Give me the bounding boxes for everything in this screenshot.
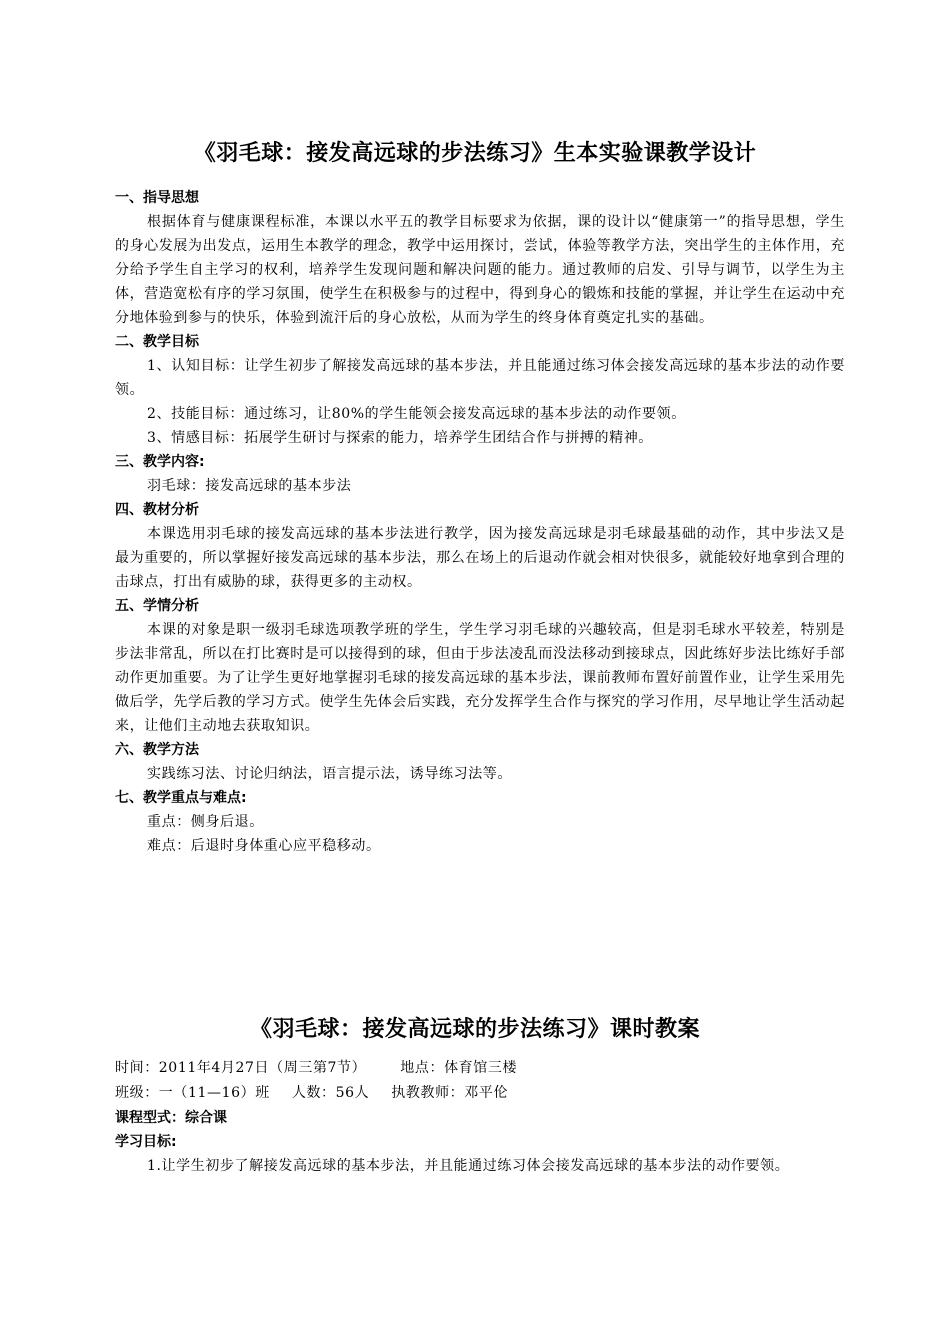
section-teaching-methods-heading: 六、教学方法 (115, 742, 199, 758)
section-guiding-ideology-heading: 一、指导思想 (115, 190, 199, 206)
section-teaching-content-heading: 三、教学内容: (115, 454, 205, 470)
lesson-count: 人数：56人 (291, 1085, 370, 1101)
section-teaching-goals-heading: 二、教学目标 (115, 334, 199, 350)
lesson-location: 地点：体育馆三楼 (400, 1060, 518, 1076)
guiding-ideology-text: 根据体育与健康课程标准，本课以水平五的教学目标要求为依据，课的设计以“健康第一”的指导思想，学生的身心发展为出发点，运用生本教学的理念，教学中运用探讨，尝试，体验等教学方法，突出学生的主体作用，充分给予学生自主学习的权利，培养学生发现问题和解决问题的能力。通过教师的启发、引导与调节，以学生为主体，营造宽松有序的学习氛围，使学生在积极参与的过程中，得到身心的锻炼和技能的掌握，并让学生在运动中充分地体验到参与的快乐，体验到流汗后的身心放松，从而为学生的终身体育奠定扎实的基础。 (115, 214, 845, 326)
teaching-content-text: 羽毛球：接发高远球的基本步法 (147, 478, 352, 494)
key-point-text: 重点：侧身后退。 (147, 814, 264, 830)
student-analysis-text: 本课的对象是职一级羽毛球选项教学班的学生，学生学习羽毛球的兴趣较高，但是羽毛球水平较差，特别是步法非常乱，所以在打比赛时是可以接得到的球，但由于步法凌乱而没法移动到接球点，因此练好步法比练好手部动作更加重要。为了让学生更好地掌握羽毛球的接发高远球的基本步法，课前教师布置好前置作业，让学生采用先做后学，先学后教的学习方式。使学生先体会后实践，充分发挥学生合作与探究的学习作用，尽早地让学生活动起来，让他们主动地去获取知识。 (115, 622, 845, 734)
lesson-plan-title: 《羽毛球：接发高远球的步法练习》课时教案 (249, 1017, 700, 1042)
course-type: 课程型式：综合课 (115, 1110, 227, 1126)
learning-goal-1: 1.让学生初步了解接发高远球的基本步法，并且能通过练习体会接发高远球的基本步法的动作要领。 (147, 1158, 790, 1174)
difficulty-text: 难点：后退时身体重心应平稳移动。 (147, 838, 381, 854)
class-info-line (115, 1081, 845, 1106)
lesson-plan-body (115, 1056, 845, 1178)
section-key-points-heading: 七、教学重点与难点: (115, 790, 247, 806)
goal-emotional: 3、情感目标：拓展学生研讨与探索的能力，培养学生团结合作与拼搏的精神。 (147, 430, 653, 446)
lesson-time: 时间：2011年4月27日（周三第7节） (115, 1060, 367, 1076)
design-body (115, 186, 845, 858)
section-student-analysis-heading: 五、学情分析 (115, 598, 199, 614)
section-material-analysis-heading: 四、教材分析 (115, 502, 199, 518)
teaching-methods-text: 实践练习法、讨论归纳法，语言提示法，诱导练习法等。 (147, 766, 512, 782)
goal-skill: 2、技能目标：通过练习，让80%的学生能领会接发高远球的基本步法的动作要领。 (147, 406, 686, 422)
material-analysis-text: 本课选用羽毛球的接发高远球的基本步法进行教学，因为接发高远球是羽毛球最基础的动作，其中步法又是最为重要的，所以掌握好接发高远球的基本步法，那么在场上的后退动作就会相对快很多，就能较好地拿到合理的击球点，打出有威胁的球，获得更多的主动权。 (115, 526, 845, 590)
lesson-teacher: 执教教师：邓平伦 (391, 1085, 509, 1101)
time-location-line (115, 1056, 845, 1081)
learning-goals-heading: 学习目标: (115, 1134, 177, 1150)
goal-cognitive: 1、认知目标：让学生初步了解接发高远球的基本步法，并且能通过练习体会接发高远球的基本步法的动作要领。 (115, 358, 845, 398)
design-title: 《羽毛球：接发高远球的步法练习》生本实验课教学设计 (193, 141, 757, 166)
lesson-class: 班级：一（11—16）班 (115, 1085, 270, 1101)
